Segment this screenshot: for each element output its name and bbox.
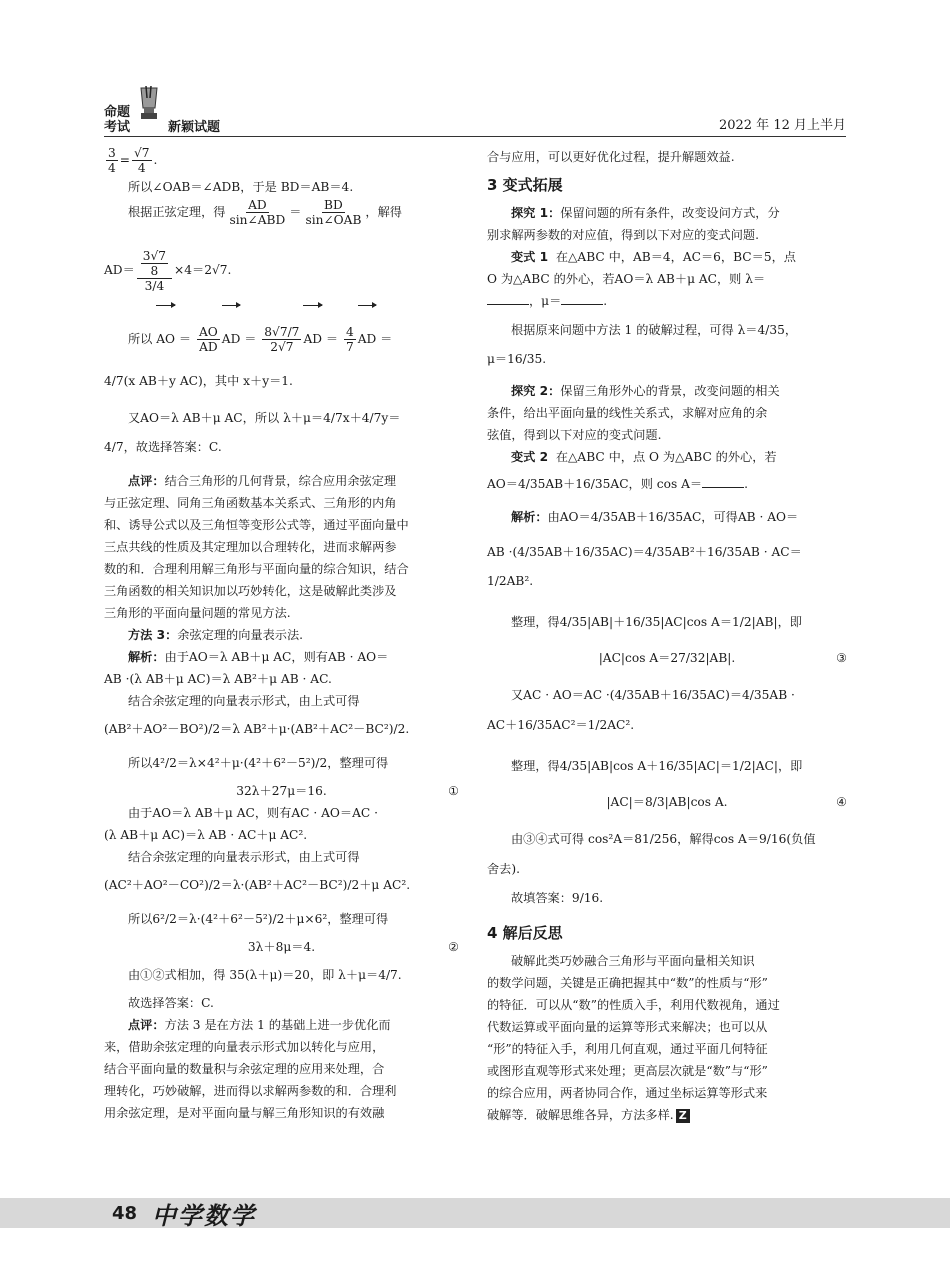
section-heading-4: 4 解后反思 <box>487 924 563 942</box>
section-heading-3: 3 变式拓展 <box>487 176 563 194</box>
explore-line: 弦值，得到以下对应的变式问题. <box>487 428 662 442</box>
solution-line: 整理，得4/35|AB|cos A＋16/35|AC|＝1/2|AC|，即 <box>511 759 803 773</box>
text-line: 所以∠OAB＝∠ADB，于是 BD＝AB＝4. <box>128 180 354 194</box>
issue-date: 2022 年 12 月上半月 <box>718 118 846 133</box>
formula-line: 所以4²/2＝λ×4²＋μ·(4²＋6²－5²)/2，整理可得 <box>128 756 389 770</box>
section-name: 新颖试题 <box>168 120 221 135</box>
reflection-line: 的特征．可以从“数”的性质入手，利用代数视角，通过 <box>487 998 780 1012</box>
fraction: $\frac{\frac{3√7}{8}}{3/4}$ <box>137 249 172 293</box>
equation-3: |AC|cos A＝27/32|AB|. ③ <box>487 640 847 676</box>
comment-line: 点评：结合三角形的几何背景，综合应用余弦定理 <box>128 474 397 488</box>
variant-line: AO＝4/35AB＋16/35AC，则 cos A＝ . <box>487 468 847 500</box>
reflection-line: “形”的特征入手，利用几何直观，通过平面几何特征 <box>487 1042 768 1056</box>
footer-bar <box>0 1198 950 1228</box>
solution-line: 由于AO＝λ AB＋μ AC，则有AC · AO＝AC · <box>128 806 378 820</box>
text-line: 4/7，故选择答案：C. <box>104 440 222 454</box>
comment-line: 点评：方法 3 是在方法 1 的基础上进一步优化而 <box>128 1018 391 1032</box>
tag-line1: 命题 <box>104 105 131 120</box>
fraction: BD sin∠OAB <box>305 198 362 227</box>
solution-line: 由①②式相加，得 35(λ＋μ)＝20，即 λ＋μ＝4/7. <box>128 968 402 982</box>
comment-line: 与正弦定理、同角三角函数基本关系式、三角形的内角 <box>104 496 397 510</box>
formula-line: (AC²＋AO²－CO²)/2＝λ·(AB²＋AC²－BC²)/2＋μ AC². <box>104 878 411 892</box>
text-line: AD＝ $\frac{\frac{3√7}{8}}{3/4}$ ×4＝2√7. <box>104 248 232 293</box>
variant-line: 变式 1 在△ABC 中，AB＝4，AC＝6，BC＝5，点 <box>511 250 796 264</box>
text-line: 所以 AO ＝ $\frac{AO}{AD}$ AD ＝ $\frac{8√7/7}{2√7}$ AD ＝ $\frac{4}{7}$ AD ＝ <box>104 308 459 370</box>
comment-line: 三角函数的相关知识加以巧妙转化，这是破解此类涉及 <box>104 584 397 598</box>
formula-line: (AB²＋AO²－BO²)/2＝λ AB²＋μ·(AB²＋AC²－BC²)/2. <box>104 722 410 736</box>
equation-number: ② <box>448 940 459 954</box>
text-line: $\frac{3}{4}$ = $\frac{√7}{4}$ . <box>108 146 158 175</box>
comment-line: 和、诱导公式以及三角恒等变形公式等，通过平面向量中 <box>104 518 409 532</box>
solution-line: 故填答案：9/16. <box>511 891 604 905</box>
answer-blank <box>702 474 744 488</box>
solution-line: AB ·(4/35AB＋16/35AC)＝4/35AB²＋16/35AB · AC＝ <box>487 545 802 559</box>
reflection-line: 的综合应用，两者协同合作，通过坐标运算等形式来 <box>487 1086 768 1100</box>
fraction: AD sin∠ABD <box>229 198 286 227</box>
solution-line: 解析：由AO＝4/35AB＋16/35AC，可得AB · AO＝ <box>511 510 799 524</box>
page-number: 48 <box>112 1203 138 1224</box>
solution-line: 结合余弦定理的向量表示形式，由上式可得 <box>128 850 360 864</box>
solution-line: 解析：由于AO＝λ AB＋μ AC，则有AB · AO＝ <box>128 650 389 664</box>
explore-line: 条件，给出平面向量的线性关系式，求解对应角的余 <box>487 406 768 420</box>
reflection-line: 破解此类巧妙融合三角形与平面向量相关知识 <box>511 954 755 968</box>
solution-line: 故选择答案：C. <box>128 996 214 1010</box>
right-column <box>487 146 847 1126</box>
end-mark-icon: Z <box>676 1109 690 1123</box>
header-rule <box>104 136 846 137</box>
comment-line: 用余弦定理，是对平面向量与解三角形知识的有效融 <box>104 1106 385 1120</box>
comment-line: 数的和．合理利用解三角形与平面向量的综合知识，结合 <box>104 562 409 576</box>
comment-line: 结合平面向量的数量积与余弦定理的应用来处理，合 <box>104 1062 385 1076</box>
left-column <box>104 146 459 1124</box>
equation-2: 3λ＋8μ＝4. ② <box>104 936 459 958</box>
fraction: $\frac{3}{4}$ <box>108 146 116 175</box>
explore-line: 探究 2：保留三角形外心的背景，改变问题的相关 <box>511 384 780 398</box>
trophy-icon <box>136 86 162 122</box>
formula-line: 所以6²/2＝λ·(4²＋6²－5²)/2＋μ×6²，整理可得 <box>128 912 389 926</box>
solution-line: 根据原来问题中方法 1 的破解过程，可得 λ＝4/35， <box>511 323 798 337</box>
explore-line: 别求解两参数的对应值，得到以下对应的变式问题. <box>487 228 759 242</box>
comment-line: 理转化，巧妙破解，进而得以求解两参数的和．合理利 <box>104 1084 397 1098</box>
solution-line: (λ AB＋μ AC)＝λ AB · AC＋μ AC². <box>104 828 308 842</box>
fraction: $\frac{√7}{4}$ <box>133 146 150 175</box>
answer-blank <box>561 291 603 305</box>
comment-line: 来，借助余弦定理的向量表示形式加以转化与应用， <box>104 1040 385 1054</box>
journal-logo: 中学数学 <box>152 1201 256 1230</box>
equation-number: ③ <box>836 651 847 665</box>
reflection-line: 代数运算或平面向量的运算等形式来解决；也可以从 <box>487 1020 768 1034</box>
solution-line: 整理，得4/35|AB|＋16/35|AC|cos A＝1/2|AB|，即 <box>511 615 802 629</box>
variant-line: ，μ＝ . <box>487 290 847 312</box>
text-line: 4/7(x AB＋y AC)，其中 x＋y＝1. <box>104 374 293 388</box>
equation-number: ④ <box>836 795 847 809</box>
solution-line: μ＝16/35. <box>487 352 547 366</box>
method-heading: 方法 3：余弦定理的向量表示法. <box>128 628 304 642</box>
solution-line: 舍去). <box>487 862 521 876</box>
explore-line: 探究 1：保留问题的所有条件，改变设问方式，分 <box>511 206 780 220</box>
reflection-line: 或图形直观等形式来处理；更高层次就是“数”与“形” <box>487 1064 768 1078</box>
answer-blank <box>487 291 529 305</box>
equation-number: ① <box>448 784 459 798</box>
reflection-line: 破解等．破解思维各异，方法多样. Z <box>487 1104 847 1126</box>
text-line: 根据正弦定理，得 AD sin∠ABD ＝ BD sin∠OAB ，解得 <box>128 198 402 227</box>
page-header <box>104 102 846 136</box>
comment-line: 三角形的平面向量问题的常见方法. <box>104 606 291 620</box>
equation-1: 32λ＋27μ＝16. ① <box>104 780 459 802</box>
solution-line: 又AC · AO＝AC ·(4/35AB＋16/35AC)＝4/35AB · <box>511 688 795 702</box>
equation-4: |AC|＝8/3|AB|cos A. ④ <box>487 784 847 820</box>
solution-line: AC＋16/35AC²＝1/2AC². <box>487 718 635 732</box>
reflection-line: 的数学问题，关键是正确把握其中“数”的性质与“形” <box>487 976 768 990</box>
solution-line: 由③④式可得 cos²A＝81/256，解得cos A＝9/16(负值 <box>511 832 816 846</box>
solution-line: 结合余弦定理的向量表示形式，由上式可得 <box>128 694 360 708</box>
text-line: 合与应用，可以更好优化过程，提升解题效益. <box>487 150 735 164</box>
comment-line: 三点共线的性质及其定理加以合理转化，进而求解两参 <box>104 540 397 554</box>
text-line: 又AO＝λ AB＋μ AC，所以 λ＋μ＝4/7x＋4/7y＝ <box>128 411 401 425</box>
solution-line: AB ·(λ AB＋μ AC)＝λ AB²＋μ AB · AC. <box>104 672 332 686</box>
tag-line2: 考试 <box>104 120 131 135</box>
variant-line: 变式 2 在△ABC 中，点 O 为△ABC 的外心，若 <box>511 450 777 464</box>
solution-line: 1/2AB². <box>487 574 534 588</box>
variant-line: O 为△ABC 的外心，若AO＝λ AB＋μ AC，则 λ＝ <box>487 272 766 286</box>
